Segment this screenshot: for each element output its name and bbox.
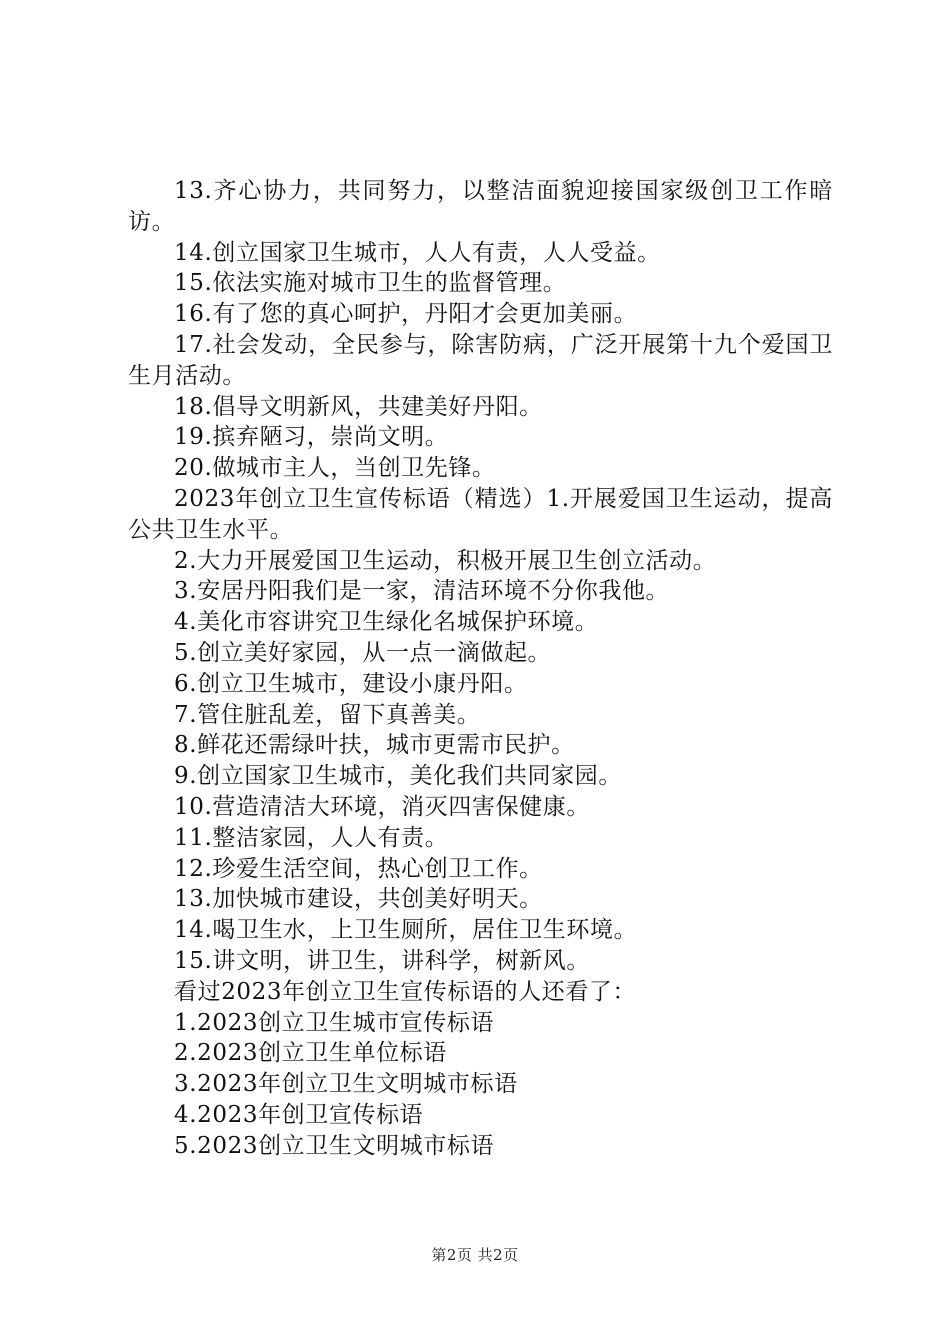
paragraph: 15.讲文明，讲卫生，讲科学，树新风。 — [174, 947, 590, 974]
paragraph: 16.有了您的真心呵护，丹阳才会更加美丽。 — [174, 301, 638, 328]
paragraph: 5.创立美好家园，从一点一滴做起。 — [174, 639, 552, 666]
paragraph: 11.整洁家园，人人有责。 — [174, 824, 449, 851]
paragraph: 7.管住脏乱差，留下真善美。 — [174, 701, 481, 728]
paragraph: 6.创立卫生城市，建设小康丹阳。 — [174, 670, 528, 697]
paragraph: 4.美化市容讲究卫生绿化名城保护环境。 — [174, 609, 599, 636]
page-footer — [0, 1244, 950, 1265]
paragraph: 2023年创立卫生宣传标语（精选）1.开展爱国卫生运动，提高公共卫生水平。 — [128, 485, 833, 543]
paragraph: 4.2023年创卫宣传标语 — [174, 1101, 424, 1128]
paragraph: 3.安居丹阳我们是一家，清洁环境不分你我他。 — [174, 578, 670, 605]
paragraph: 3.2023年创立卫生文明城市标语 — [174, 1071, 518, 1098]
paragraph: 10.营造清洁大环境，消灭四害保健康。 — [174, 793, 590, 820]
paragraph: 14.喝卫生水，上卫生厕所，居住卫生环境。 — [174, 917, 638, 944]
paragraph: 2.2023创立卫生单位标语 — [174, 1040, 447, 1067]
paragraph: 1.2023创立卫生城市宣传标语 — [174, 1009, 495, 1036]
paragraph: 13.齐心协力，共同努力，以整洁面貌迎接国家级创卫工作暗访。 — [128, 178, 833, 235]
paragraph: 5.2023创立卫生文明城市标语 — [174, 1132, 495, 1159]
paragraph: 12.珍爱生活空间，热心创卫工作。 — [174, 855, 543, 882]
paragraph: 17.社会发动，全民参与，除害防病，广泛开展第十九个爱国卫生月活动。 — [128, 331, 833, 389]
document-body — [128, 176, 833, 1162]
paragraph: 18.倡导文明新风，共建美好丹阳。 — [174, 393, 543, 420]
page-number-label: 第2页 共2页 — [431, 1246, 519, 1264]
paragraph: 13.加快城市建设，共创美好明天。 — [174, 886, 543, 913]
paragraph: 看过2023年创立卫生宣传标语的人还看了： — [174, 978, 637, 1005]
paragraph: 9.创立国家卫生城市，美化我们共同家园。 — [174, 763, 622, 790]
paragraph: 20.做城市主人，当创卫先锋。 — [174, 455, 496, 482]
paragraph: 8.鲜花还需绿叶扶，城市更需市民护。 — [174, 732, 575, 759]
paragraph: 15.依法实施对城市卫生的监督管理。 — [174, 270, 567, 297]
paragraph: 2.大力开展爱国卫生运动，积极开展卫生创立活动。 — [174, 547, 717, 574]
paragraph: 14.创立国家卫生城市，人人有责，人人受益。 — [174, 239, 661, 266]
paragraph: 19.摈弃陋习，崇尚文明。 — [174, 424, 449, 451]
